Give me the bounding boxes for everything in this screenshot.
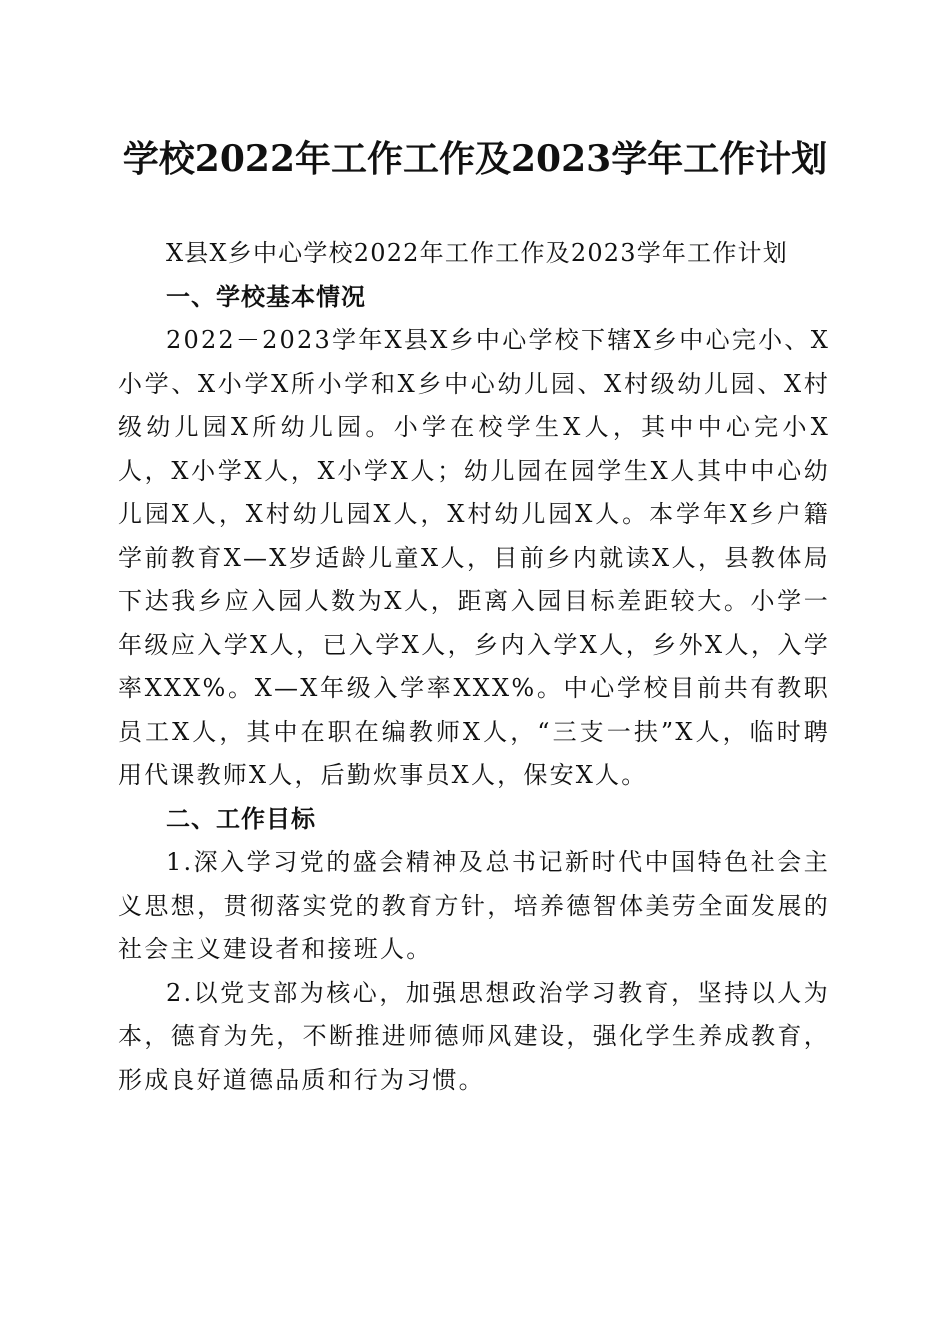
paragraph-goal-1: 1.深入学习党的盛会精神及总书记新时代中国特色社会主义思想，贯彻落实党的教育方针，培养德智体美劳全面发展的社会主义建设者和接班人。 bbox=[118, 848, 830, 963]
section-heading-work-goals: 二、工作目标 bbox=[166, 804, 316, 833]
document-title: 学校2022年工作工作及2023学年工作计划 bbox=[122, 138, 828, 180]
document-subtitle: X县X乡中心学校2022年工作工作及2023学年工作计划 bbox=[166, 239, 788, 267]
paragraph-goal-2: 2.以党支部为核心，加强思想政治学习教育，坚持以人为本，德育为先，不断推进师德师风建设，强化学生养成教育，形成良好道德品质和行为习惯。 bbox=[118, 978, 830, 1094]
section-heading-basic-info: 一、学校基本情况 bbox=[166, 282, 366, 311]
paragraph-basic-info: 2022－2023学年X县X乡中心学校下辖X乡中心完小、X小学、X小学X所小学和X乡中心幼儿园、X村级幼儿园、X村级幼儿园X所幼儿园。小学在校学生X人，其中中心完小X人，X小学X人，X小学X人；幼儿园在园学生X人其中中心幼儿园X人，X村幼儿园X人，X村幼儿园X人。本学年X乡户籍学前教育X—X岁适龄儿童X人，目前乡内就读X人，县教体局下达我乡应入园人数为X人，距离入园目标差距较大。小学一年级应入学X人，已入学X人，乡内入学X人，乡外X人，入学率XXX%。X—X年级入学率XXX%。中心学校目前共有教职员工X人，其中在职在编教师X人，“三支一扶”X人，临时聘用代课教师X人，后勤炊事员X人，保安X人。 bbox=[118, 326, 830, 789]
document-body bbox=[118, 232, 830, 1102]
